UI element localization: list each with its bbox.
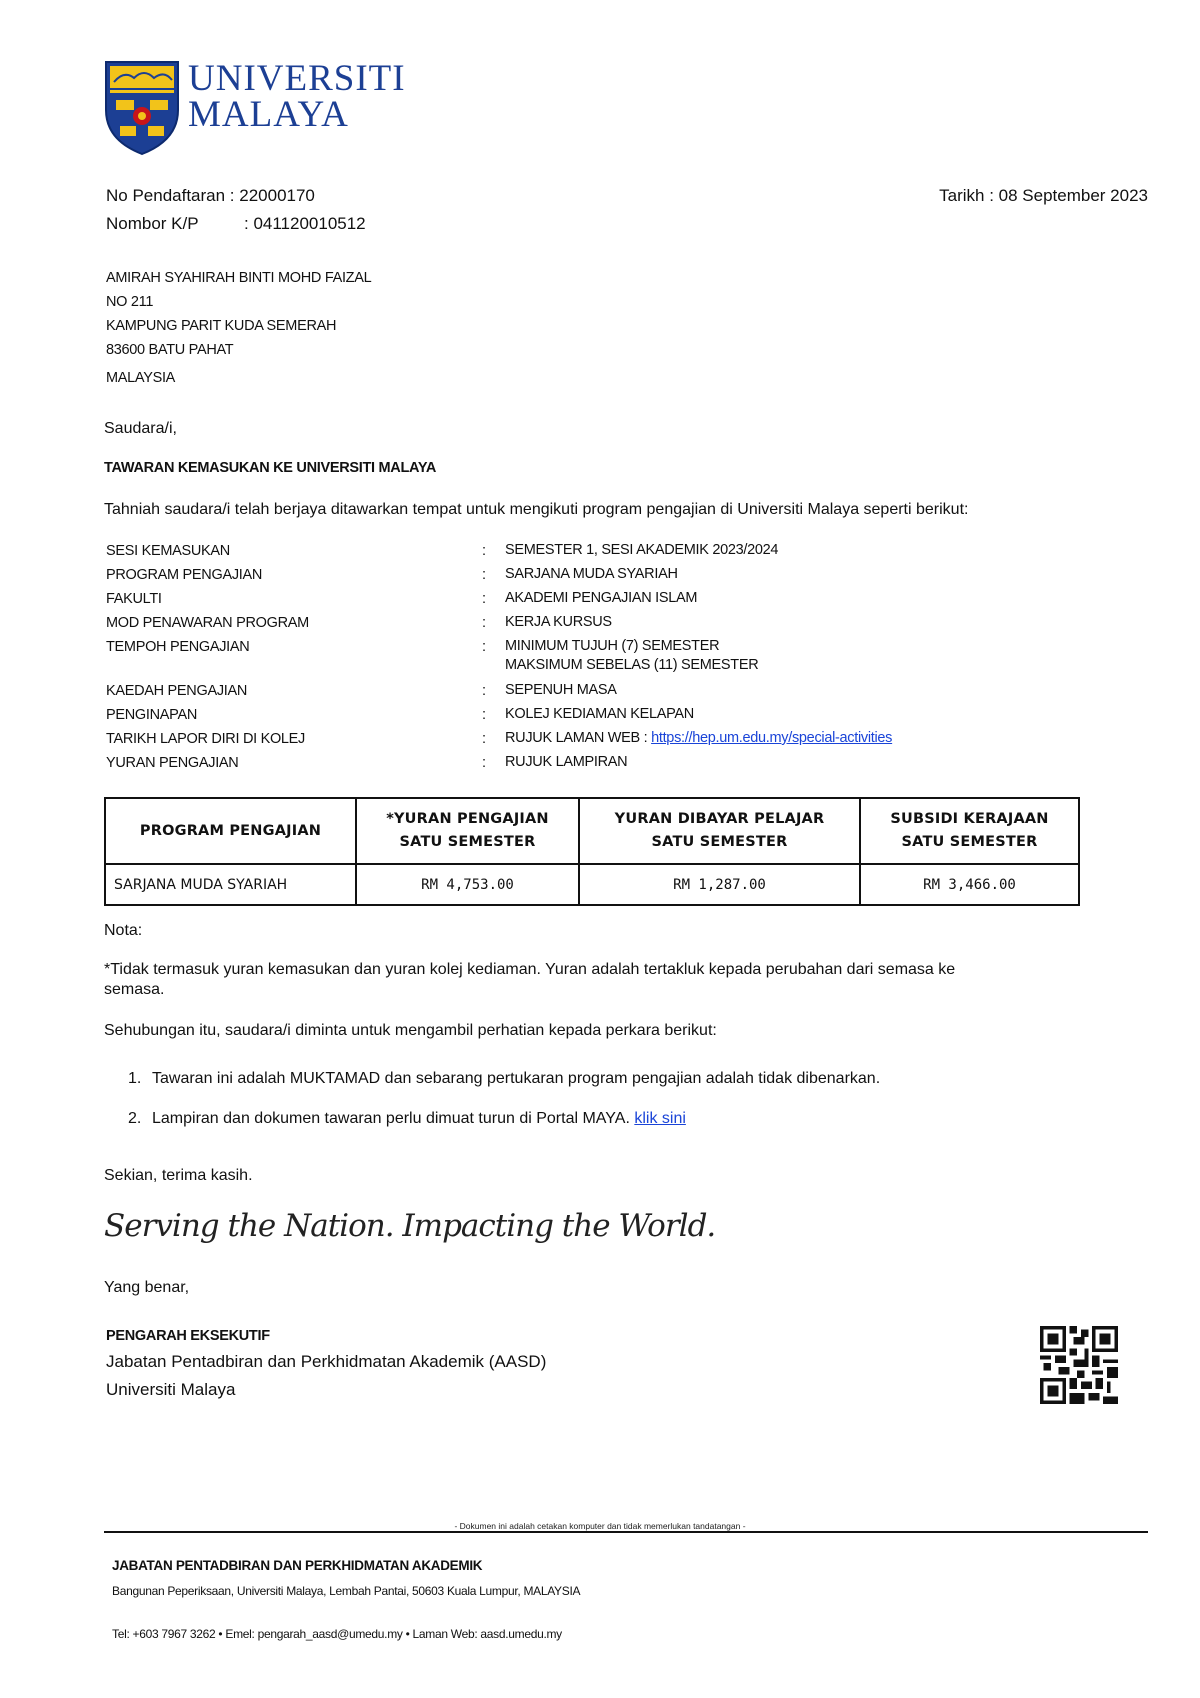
table-cell: RM 1,287.00	[579, 864, 860, 905]
fee-table	[104, 797, 1080, 906]
detail-value-second-line: MAKSIMUM SEBELAS (11) SEMESTER	[505, 657, 759, 673]
list-number: 2.	[128, 1110, 142, 1127]
recipient-name: AMIRAH SYAHIRAH BINTI MOHD FAIZAL	[106, 270, 372, 286]
signatory-title: PENGARAH EKSEKUTIF	[106, 1328, 270, 1344]
logo-wordmark-line1: UNIVERSITI	[188, 58, 406, 99]
detail-value	[505, 729, 892, 748]
ic-label: Nombor K/P	[106, 214, 199, 233]
portal-maya-link[interactable]: klik sini	[634, 1110, 686, 1127]
table-cell: RM 4,753.00	[356, 864, 579, 905]
footer-divider	[104, 1531, 1148, 1533]
closing-thanks: Sekian, terima kasih.	[104, 1167, 253, 1184]
notes-text: *Tidak termasuk yuran kemasukan dan yuran kolej kediaman. Yuran adalah tertakluk kepada perubahan dari semasa ke	[104, 961, 956, 978]
list-item: Tawaran ini adalah MUKTAMAD dan sebarang pertukaran program pengajian adalah tidak dibenarkan.	[152, 1070, 881, 1087]
table-cell: SARJANA MUDA SYARIAH	[105, 864, 356, 905]
detail-colon: :	[482, 615, 487, 631]
list-item-text: Lampiran dan dokumen tawaran perlu dimuat turun di Portal MAYA.	[152, 1110, 635, 1127]
detail-colon: :	[482, 755, 487, 771]
letter-subject: TAWARAN KEMASUKAN KE UNIVERSITI MALAYA	[104, 460, 437, 476]
attention-text: Sehubungan itu, saudara/i diminta untuk mengambil perhatian kepada perkara berikut:	[104, 1022, 717, 1039]
footer-disclaimer: - Dokumen ini adalah cetakan komputer dan tidak memerlukan tandatangan -	[454, 1521, 746, 1531]
detail-value: SARJANA MUDA SYARIAH	[505, 566, 678, 582]
registration-number: No Pendaftaran : 22000170	[106, 186, 315, 205]
signatory-university: Universiti Malaya	[106, 1380, 236, 1399]
intro-paragraph: Tahniah saudara/i telah berjaya ditawarkan tempat untuk mengikuti program pengajian di Universiti Malaya seperti berikut:	[104, 501, 969, 518]
detail-colon: :	[482, 707, 487, 723]
letter-date: Tarikh : 08 September 2023	[939, 186, 1148, 205]
table-header: *YURAN PENGAJIAN SATU SEMESTER	[356, 798, 579, 864]
table-header: SUBSIDI KERAJAAN SATU SEMESTER	[860, 798, 1079, 864]
detail-value: RUJUK LAMPIRAN	[505, 754, 628, 770]
detail-label: TARIKH LAPOR DIRI DI KOLEJ	[106, 731, 306, 747]
detail-colon: :	[482, 683, 487, 699]
footer-address: Bangunan Peperiksaan, Universiti Malaya, Lembah Pantai, 50603 Kuala Lumpur, MALAYSIA	[112, 1584, 581, 1598]
detail-label: FAKULTI	[106, 591, 162, 607]
detail-value: SEMESTER 1, SESI AKADEMIK 2023/2024	[505, 542, 779, 558]
detail-label: PENGINAPAN	[106, 707, 198, 723]
table-header: PROGRAM PENGAJIAN	[105, 798, 356, 864]
signatory-department: Jabatan Pentadbiran dan Perkhidmatan Akademik (AASD)	[106, 1352, 547, 1371]
address-line: KAMPUNG PARIT KUDA SEMERAH	[106, 318, 337, 334]
address-line: 83600 BATU PAHAT	[106, 342, 234, 358]
detail-value: AKADEMI PENGAJIAN ISLAM	[505, 590, 698, 606]
list-number: 1.	[128, 1070, 142, 1087]
detail-value: MINIMUM TUJUH (7) SEMESTER	[505, 638, 720, 654]
detail-colon: :	[482, 567, 487, 583]
list-item	[152, 1110, 686, 1128]
ic-number: : 041120010512	[244, 214, 366, 233]
detail-label: MOD PENAWARAN PROGRAM	[106, 615, 309, 631]
address-line: NO 211	[106, 294, 154, 310]
footer-organization: JABATAN PENTADBIRAN DAN PERKHIDMATAN AKADEMIK	[112, 1558, 483, 1573]
university-crest-logo	[104, 60, 180, 156]
detail-value-text: RUJUK LAMAN WEB :	[505, 730, 652, 746]
detail-value: KOLEJ KEDIAMAN KELAPAN	[505, 706, 694, 722]
qr-code-icon	[1040, 1326, 1118, 1404]
detail-colon: :	[482, 543, 487, 559]
detail-label: KAEDAH PENGAJIAN	[106, 683, 248, 699]
address-country: MALAYSIA	[106, 370, 176, 386]
table-cell: RM 3,466.00	[860, 864, 1079, 905]
detail-value: SEPENUH MASA	[505, 682, 617, 698]
footer-contact: Tel: +603 7967 3262 • Emel: pengarah_aasd@umedu.my • Laman Web: aasd.umedu.my	[112, 1627, 562, 1641]
detail-label: YURAN PENGAJIAN	[106, 755, 239, 771]
detail-colon: :	[482, 591, 487, 607]
detail-colon: :	[482, 639, 487, 655]
detail-label: TEMPOH PENGAJIAN	[106, 639, 250, 655]
detail-label: SESI KEMASUKAN	[106, 543, 230, 559]
table-row	[105, 864, 1079, 905]
university-slogan: Serving the Nation. Impacting the World.	[104, 1208, 716, 1244]
special-activities-link[interactable]: https://hep.um.edu.my/special-activities	[651, 730, 893, 746]
detail-value: KERJA KURSUS	[505, 614, 612, 630]
table-header: YURAN DIBAYAR PELAJAR SATU SEMESTER	[579, 798, 860, 864]
notes-title: Nota:	[104, 922, 143, 939]
notes-text: semasa.	[104, 981, 165, 998]
detail-label: PROGRAM PENGAJIAN	[106, 567, 263, 583]
table-header-row	[105, 798, 1079, 864]
closing-yours: Yang benar,	[104, 1279, 190, 1296]
detail-colon: :	[482, 731, 487, 747]
logo-wordmark-line2: MALAYA	[188, 94, 349, 135]
salutation: Saudara/i,	[104, 420, 177, 437]
